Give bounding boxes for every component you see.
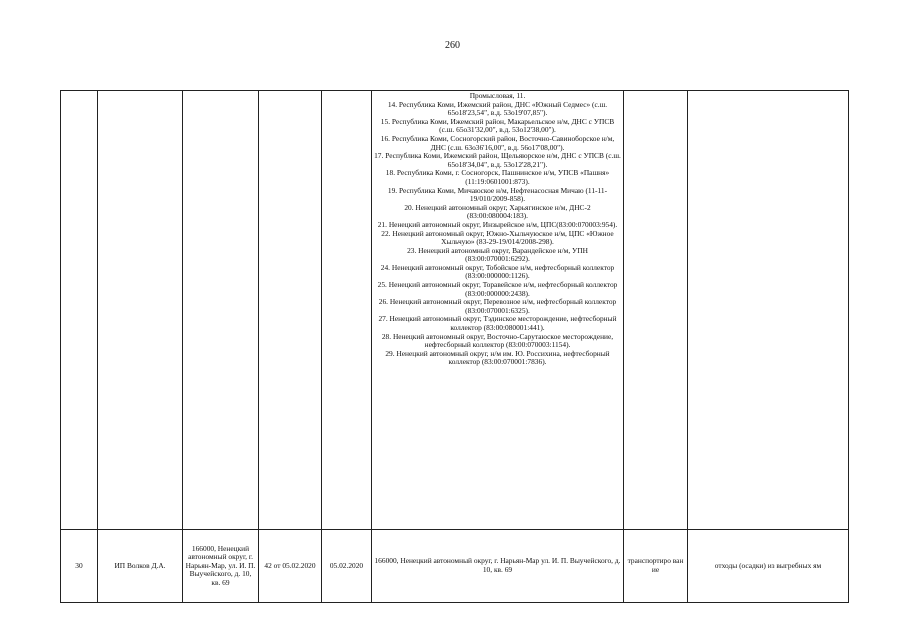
- cell-row-number: 30: [61, 530, 98, 603]
- cell-license-number: 42 от 05.02.2020: [259, 530, 322, 603]
- location-entry: 16. Республика Коми, Сосногорский район, Восточно-Савиноборское н/м, ДНС (с.ш. 63о36'16,00", в.д. 56о17'08,00").: [380, 133, 615, 152]
- cell-empty: [183, 91, 259, 530]
- cell-activity-locations: [372, 91, 624, 530]
- cell-empty: [322, 91, 372, 530]
- location-entry: 15. Республика Коми, Ижемский район, Макарьельское н/м, ДНС с УПСВ (с.ш. 65о31'32,00", в.д. 53о12'38,00").: [380, 116, 615, 135]
- location-entry: 24. Ненецкий автономный округ, Тобойское н/м, нефтесборный коллектор (83:00:000000:1126).: [380, 262, 615, 281]
- page-number: 260: [445, 40, 460, 51]
- cell-activity-address: 166000, Ненецкий автономный округ, г. Нарьян-Мар ул. И. П. Выучейского, д. 10, кв. 69: [372, 530, 624, 603]
- cell-waste-type: отходы (осадки) из выгребных ям: [688, 530, 849, 603]
- location-entry: 27. Ненецкий автономный округ, Тэдинское месторождение, нефтесборный коллектор (83:00:080001:441).: [378, 314, 617, 333]
- location-entry: 20. Ненецкий автономный округ, Харьягинское н/м, ДНС-2 (83:00:080004:183).: [404, 202, 591, 221]
- table-row-continuation: [61, 91, 849, 530]
- cell-legal-address: 166000, Ненецкий автономный округ, г. Нарьян-Мар, ул. И. П. Выучейского, д. 10, кв. 69: [183, 530, 259, 603]
- location-entry: 29. Ненецкий автономный округ, н/м им. Ю. Россихина, нефтесборный коллектор (83:00:070001:7836).: [385, 348, 610, 367]
- location-entry: 21. Ненецкий автономный округ, Инзырейское н/м, ЦПС(83:00:070003:954).: [377, 219, 618, 229]
- location-entry: 22. Ненецкий автономный округ, Южно-Хыльчуюское н/м, ЦПС «Южное Хыльчую» (83-29-19/014/2008-298).: [381, 228, 614, 247]
- cell-empty: [688, 91, 849, 530]
- location-entry: 23. Ненецкий автономный округ, Варандейское н/м, УПН (83:00:070001:6292).: [407, 245, 588, 264]
- cell-empty: [259, 91, 322, 530]
- location-entry: 26. Ненецкий автономный округ, Перевозное н/м, нефтесборный коллектор (83:00:070001:6325).: [378, 297, 617, 315]
- cell-empty: [624, 91, 688, 530]
- location-entry: 17. Республика Коми, Ижемский район, Щельяюрское н/м, ДНС с УПСВ (с.ш. 65о18'34,04", в.д. 53о12'28,21").: [374, 151, 621, 169]
- location-entry: 28. Ненецкий автономный округ, Восточно-Сарутаюское месторождение, нефтесборный коллектор (83:00:070003:1154).: [381, 331, 614, 350]
- table-row: [61, 530, 849, 603]
- cell-empty: [61, 91, 98, 530]
- cell-license-date: 05.02.2020: [322, 530, 372, 603]
- location-entry: 18. Республика Коми, г. Сосногорск, Пашнинское н/м, УПСВ «Пашня» (11:19:0601001:873).: [385, 168, 610, 186]
- license-registry-table: [60, 90, 849, 603]
- location-entry: 14. Республика Коми, Ижемский район, ДНС «Южный Седмес» (с.ш. 65о18'23,54", в.д. 53о19'07,85").: [387, 99, 608, 118]
- cell-activity-type: транспортиро вание: [624, 530, 688, 603]
- location-entry: Промысловая, 11.: [469, 91, 526, 100]
- location-entry: 19. Республика Коми, Мичаюское н/м, Нефтенасосная Мичаю (11-11-19/010/2009-858).: [387, 185, 608, 204]
- cell-licensee-name: ИП Волков Д.А.: [98, 530, 183, 603]
- cell-empty: [98, 91, 183, 530]
- location-entry: 25. Ненецкий автономный округ, Торавейское н/м, нефтесборный коллектор (83:00:000000:2438).: [377, 280, 618, 298]
